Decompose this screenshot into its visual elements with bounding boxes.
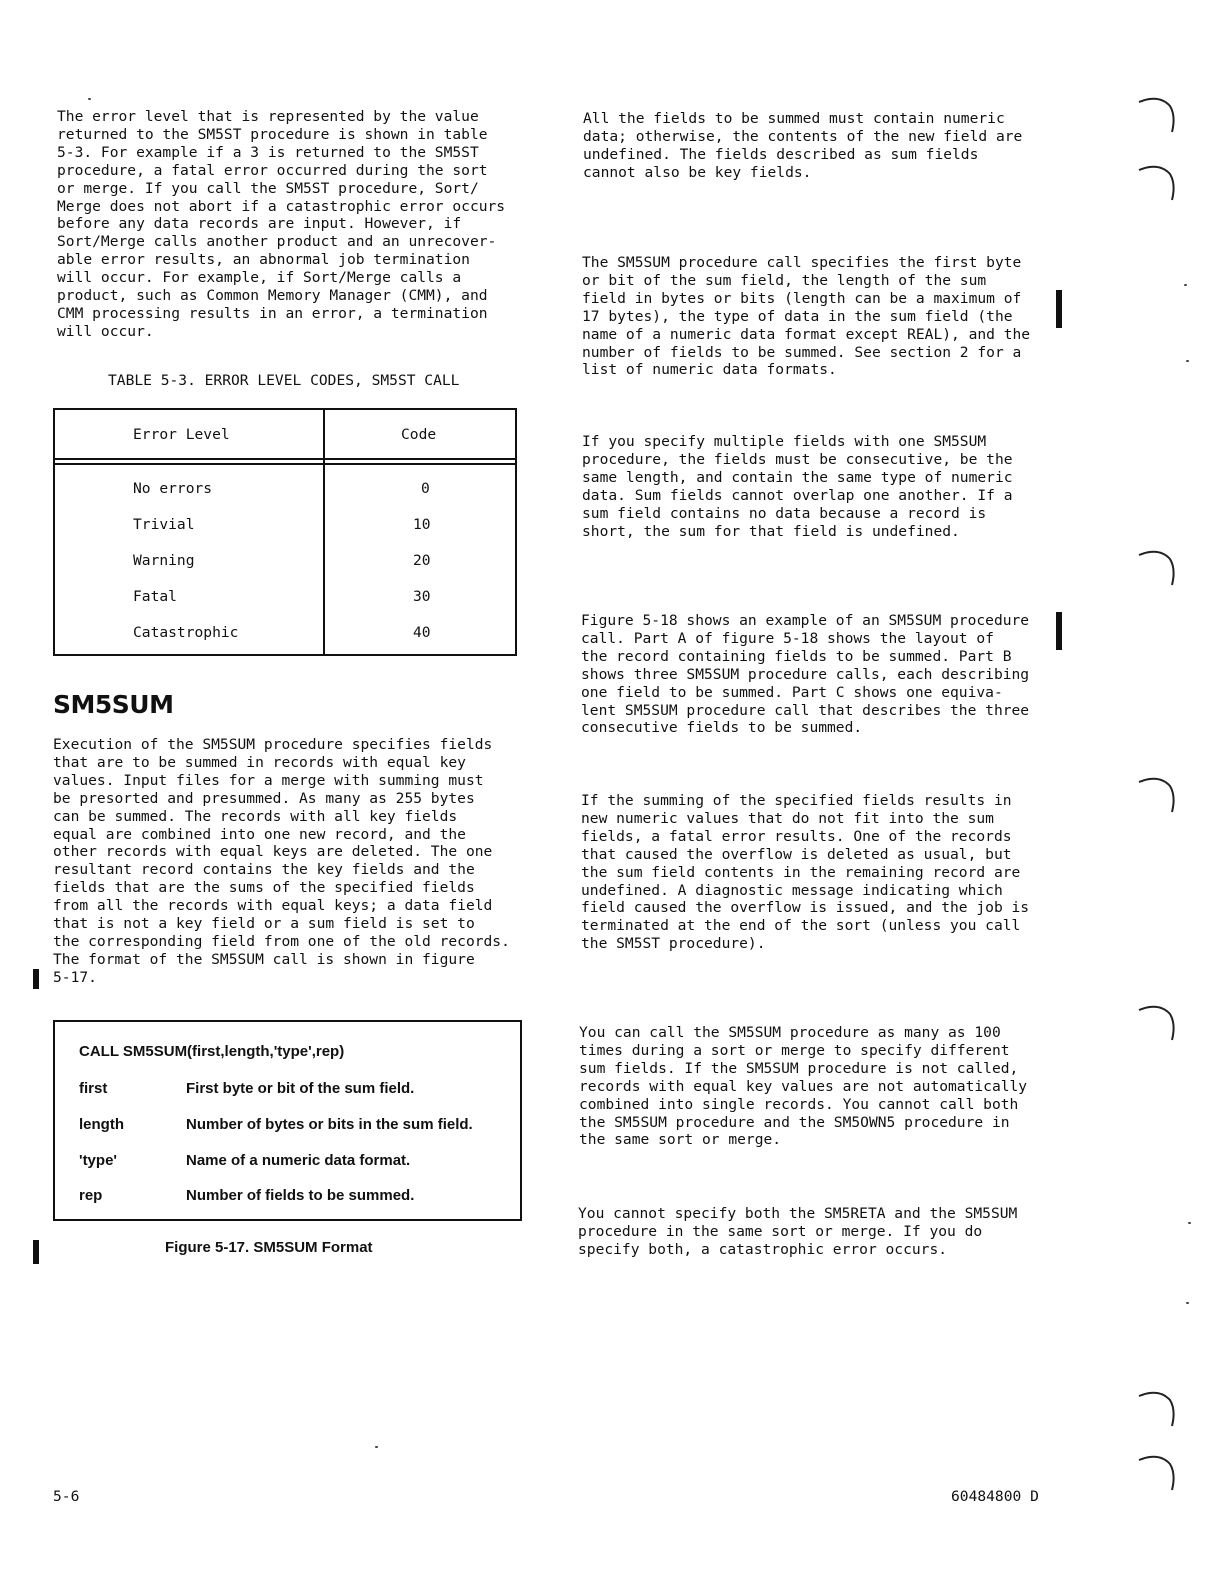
table-cell-code: 30: [413, 588, 431, 605]
paragraph-sm5sum-execution: Execution of the SM5SUM procedure specifies fields that are to be summed in records with equal key values. Input files for a merge with summing must be presorted and presummed. As many as 255 bytes can be summed. The records with all key fields equal are combined into one new record, and the other records with equal keys are deleted. The one resultant record contains the key fields and the fields that are the sums of the specified fields from all the records with equal keys; a data field that is not a key field or a sum field is set to the corresponding field from one of the old records. The format of the SM5SUM call is shown in figure 5-17.: [53, 736, 510, 986]
change-bar: [1056, 612, 1062, 650]
param-term: rep: [79, 1187, 103, 1204]
page-number: 5-6: [53, 1488, 80, 1505]
binder-ring-icon: [1134, 1000, 1180, 1044]
param-term: 'type': [79, 1152, 117, 1169]
error-level-table: [53, 408, 517, 656]
document-number: 60484800 D: [951, 1488, 1039, 1505]
table-cell-level: Catastrophic: [133, 624, 239, 641]
param-description: Name of a numeric data format.: [186, 1152, 411, 1169]
table-cell-level: Fatal: [133, 588, 177, 605]
table-header-error-level: Error Level: [133, 426, 230, 443]
table-header-code: Code: [401, 426, 437, 443]
table-cell-level: Trivial: [133, 516, 195, 533]
binder-ring-icon: [1134, 1450, 1180, 1494]
param-description: Number of fields to be summed.: [186, 1187, 415, 1204]
scan-speck: [1188, 1222, 1191, 1224]
table-divider-vertical: [323, 410, 325, 654]
change-bar: [33, 969, 39, 989]
param-description: Number of bytes or bits in the sum field.: [186, 1116, 473, 1133]
scan-speck: [375, 1446, 378, 1448]
scan-speck: [1186, 1302, 1189, 1304]
table-cell-code: 10: [413, 516, 431, 533]
table-header-rule: [55, 458, 515, 460]
paragraph-overflow: If the summing of the specified fields results in new numeric values that do not fit into the sum fields, a fatal error results. One of the records that caused the overflow is deleted as usual, but the sum field contents in the remaining record are undefined. A diagnostic message indicating which field caused the overflow is issued, and the job is terminated at the end of the sort (unless you call the SM5ST procedure).: [581, 792, 1030, 953]
param-term: first: [79, 1080, 108, 1097]
binder-ring-icon: [1134, 545, 1180, 589]
call-syntax: CALL SM5SUM(first,length,'type',rep): [79, 1043, 345, 1060]
scan-speck: [1186, 360, 1189, 362]
table-cell-code: 20: [413, 552, 431, 569]
paragraph-reta-conflict: You cannot specify both the SM5RETA and the SM5SUM procedure in the same sort or merge. If you do specify both, a catastrophic error occurs.: [578, 1205, 1018, 1258]
binder-ring-icon: [1134, 92, 1180, 136]
scan-speck: [1184, 284, 1187, 286]
binder-ring-icon: [1134, 772, 1180, 816]
sm5sum-format-box: [53, 1020, 522, 1221]
table-caption: TABLE 5-3. ERROR LEVEL CODES, SM5ST CALL: [108, 372, 460, 389]
paragraph-figure-reference: Figure 5-18 shows an example of an SM5SUM procedure call. Part A of figure 5-18 shows the layout of the record containing fields to be summed. Part B shows three SM5SUM procedure calls, each describing one field to be summed. Part C shows one equiva- lent SM5SUM procedure call that describes the three consecutive fields to be summed.: [581, 612, 1030, 737]
paragraph-numeric-fields: All the fields to be summed must contain numeric data; otherwise, the contents of the new field are undefined. The fields described as sum fields cannot also be key fields.: [583, 110, 1023, 181]
table-header-rule: [55, 463, 515, 465]
paragraph-call-specifies: The SM5SUM procedure call specifies the first byte or bit of the sum field, the length of the sum field in bytes or bits (length can be a maximum of 17 bytes), the type of data in the sum field (the name of a numeric data format except REAL), and the number of fields to be summed. See section 2 for a list of numeric data formats.: [582, 254, 1031, 379]
binder-ring-icon: [1134, 1386, 1180, 1430]
change-bar: [1056, 290, 1062, 328]
table-cell-level: No errors: [133, 480, 213, 497]
table-cell-code: 40: [413, 624, 431, 641]
change-bar: [33, 1240, 39, 1264]
binder-ring-icon: [1134, 160, 1180, 204]
table-cell-code: 0: [421, 480, 430, 497]
param-term: length: [79, 1116, 124, 1133]
paragraph-call-count: You can call the SM5SUM procedure as many as 100 times during a sort or merge to specify different sum fields. If the SM5SUM procedure is not called, records with equal key values are not automatically combined into single records. You cannot call both the SM5SUM procedure and the SM5OWN5 procedure in the same sort or merge.: [579, 1024, 1028, 1149]
table-cell-level: Warning: [133, 552, 195, 569]
paragraph-error-level-intro: The error level that is represented by the value returned to the SM5ST procedure is shown in table 5-3. For example if a 3 is returned to the SM5ST procedure, a fatal error occurred during the sort or merge. If you call the SM5ST procedure, Sort/ Merge does not abort if a catastrophic error occurs before any data records are input. However, if Sort/Merge calls another product and an unrecover- able error results, an abnormal job termination will occur. For example, if Sort/Merge calls a product, such as Common Memory Manager (CMM), and CMM processing results in an error, a termination will occur.: [57, 108, 506, 340]
paragraph-multiple-fields: If you specify multiple fields with one SM5SUM procedure, the fields must be consecutive, be the same length, and contain the same type of numeric data. Sum fields cannot overlap one another. If a sum field contains no data because a record is short, the sum for that field is undefined.: [582, 433, 1013, 540]
scan-speck: [88, 98, 91, 100]
param-description: First byte or bit of the sum field.: [186, 1080, 415, 1097]
section-heading: SM5SUM: [53, 690, 174, 719]
figure-caption: Figure 5-17. SM5SUM Format: [165, 1239, 373, 1256]
